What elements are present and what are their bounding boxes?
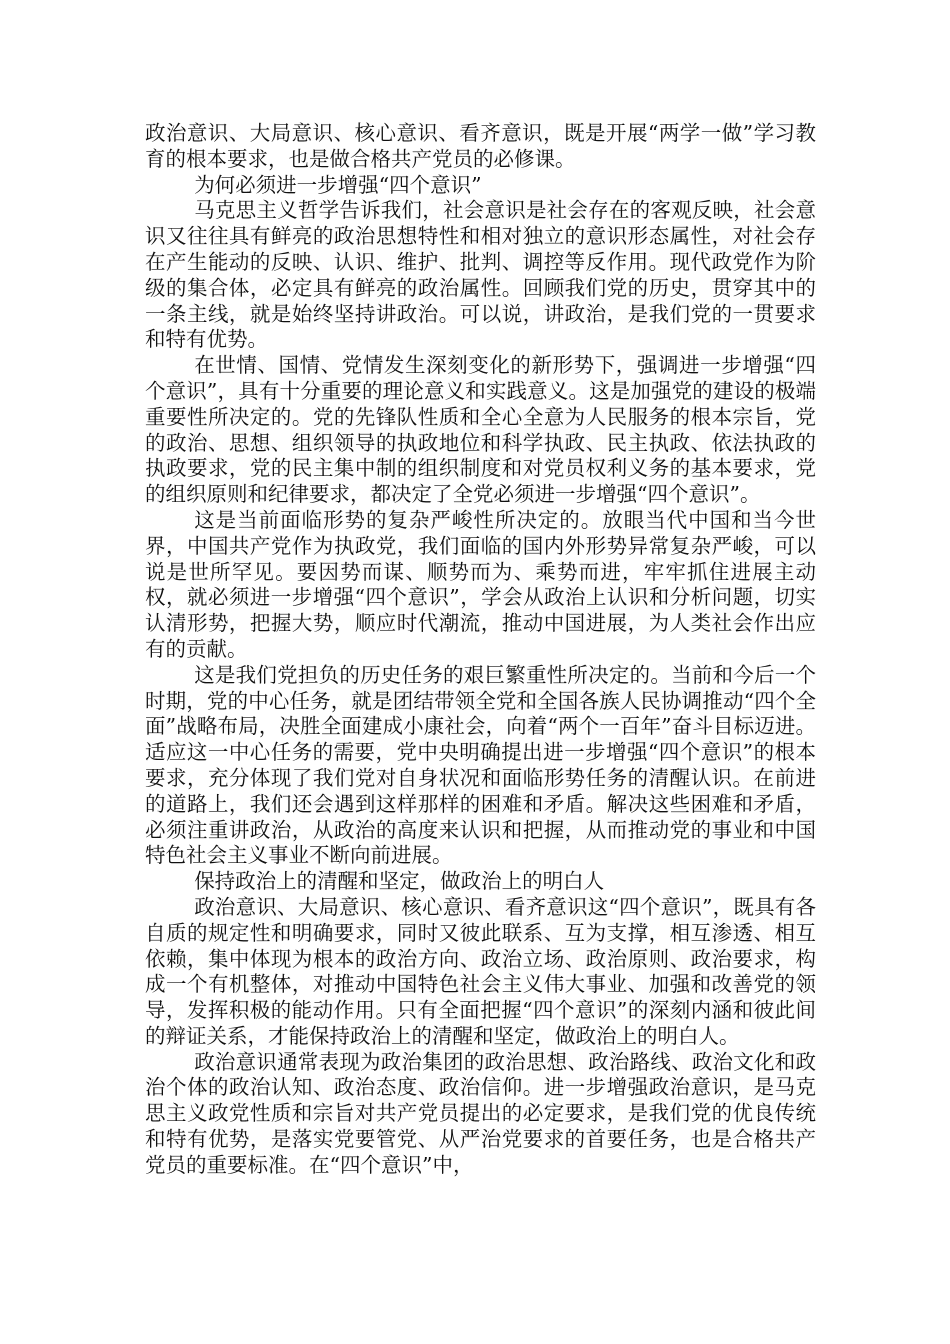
paragraph-marxism: 马克思主义哲学告诉我们，社会意识是社会存在的客观反映，社会意识又往往具有鲜亮的政治思想特性和相对独立的意识形态属性，对社会存在产生能动的反映、认识、维护、批判、调控等反作用。现代政党作为阶级的集合体，必定具有鲜亮的政治属性。回顾我们党的历史，贯穿其中的一条主线，就是始终坚持讲政治。可以说，讲政治，是我们党的一贯要求和特有优势。 (145, 198, 816, 352)
paragraph-political-consciousness: 政治意识通常表现为政治集团的政治思想、政治路线、政治文化和政治个体的政治认知、政治态度、政治信仰。进一步增强政治意识，是马克思主义政党性质和宗旨对共产党员提出的必定要求，是我们党的优良传统和特有优势，是落实党要管党、从严治党要求的首要任务，也是合格共产党员的重要标准。在“四个意识”中， (145, 1049, 816, 1177)
section-heading-why: 为何必须进一步增强“四个意识” (194, 172, 482, 197)
document-page (145, 121, 816, 1179)
paragraph-new-situation: 在世情、国情、党情发生深刻变化的新形势下，强调进一步增强“四个意识”，具有十分重要的理论意义和实践意义。这是加强党的建设的极端重要性所决定的。党的先锋队性质和全心全意为人民服务的根本宗旨，党的政治、思想、组织领导的执政地位和科学执政、民主执政、依法执政的执政要求，党的民主集中制的组织制度和对党员权利义务的基本要求，党的组织原则和纪律要求，都决定了全党必须进一步增强“四个意识”。 (145, 353, 816, 507)
paragraph-four-consciousness: 政治意识、大局意识、核心意识、看齐意识这“四个意识”，既具有各自质的规定性和明确要求，同时又彼此联系、互为支撑，相互渗透、相互依赖，集中体现为根本的政治方向、政治立场、政治原则、政治要求，构成一个有机整体，对推动中国特色社会主义伟大事业、加强和改善党的领导，发挥积极的能动作用。只有全面把握“四个意识”的深刻内涵和彼此间的辩证关系，才能保持政治上的清醒和坚定，做政治上的明白人。 (145, 894, 816, 1048)
paragraph-current-situation: 这是当前面临形势的复杂严峻性所决定的。放眼当代中国和当今世界，中国共产党作为执政党，我们面临的国内外形势异常复杂严峻，可以说是世所罕见。要因势而谋、顺势而为、乘势而进，牢牢抓住进展主动权，就必须进一步增强“四个意识”，学会从政治上认识和分析问题，切实认清形势，把握大势，顺应时代潮流，推动中国进展，为人类社会作出应有的贡献。 (145, 507, 816, 661)
paragraph-intro: 政治意识、大局意识、核心意识、看齐意识，既是开展“两学一做”学习教育的根本要求，也是做合格共产党员的必修课。 (145, 121, 816, 171)
paragraph-historical-task: 这是我们党担负的历史任务的艰巨繁重性所决定的。当前和今后一个时期，党的中心任务，就是团结带领全党和全国各族人民协调推动“四个全面”战略布局，决胜全面建成小康社会，向着“两个一百年”奋斗目标迈进。适应这一中心任务的需要，党中央明确提出进一步增强“四个意识”的根本要求，充分体现了我们党对自身状况和面临形势任务的清醒认识。在前进的道路上，我们还会遇到这样那样的困难和矛盾。解决这些困难和矛盾，必须注重讲政治，从政治的高度来认识和把握，从而推动党的事业和中国特色社会主义事业不断向前进展。 (145, 662, 816, 868)
section-heading-clarity: 保持政治上的清醒和坚定，做政治上的明白人 (194, 869, 605, 894)
